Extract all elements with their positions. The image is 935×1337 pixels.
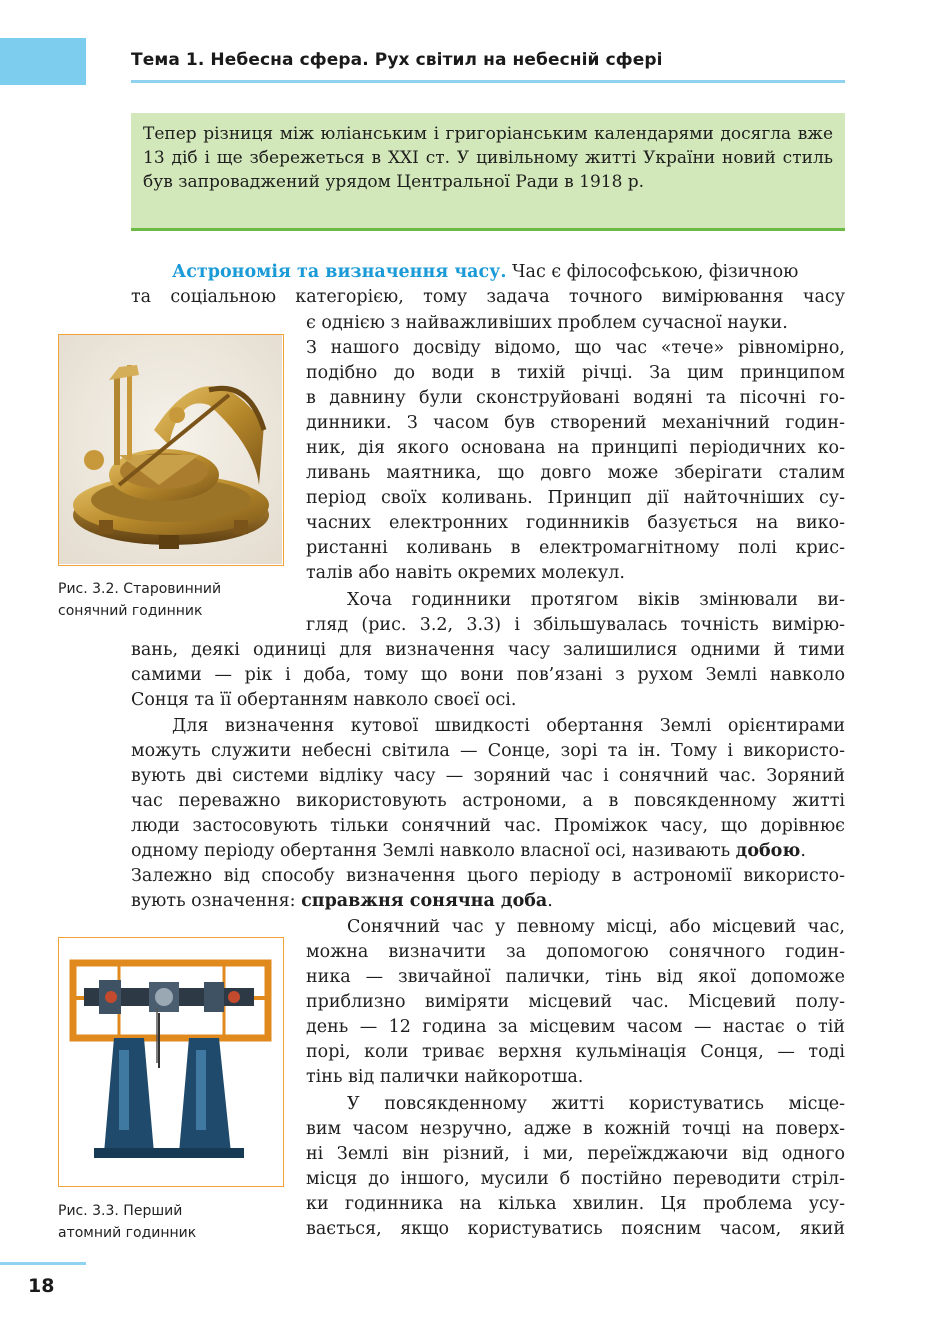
paragraph-line: ник, дія якого основана на принципі періодичних ко-: [306, 438, 845, 458]
paragraph-line: люди застосовують тільки сонячний час. Проміжок часу, що дорівнює: [131, 816, 845, 836]
line-end: .: [547, 891, 553, 911]
section-heading: Астрономія та визначення часу.: [172, 262, 507, 282]
page-header-title: Тема 1. Небесна сфера. Рух світил на небесній сфері: [131, 50, 663, 70]
header-rule: [131, 80, 845, 83]
paragraph-line: та соціальною категорією, тому задача точного вимірювання часу: [131, 287, 845, 307]
figure-caption: [58, 578, 221, 622]
page-number: 18: [28, 1275, 55, 1297]
paragraph-line: Хоча годинники протягом віків змінювали ви-: [347, 590, 845, 610]
paragraph-line: є однією з найважливіших проблем сучасної науки.: [306, 313, 788, 333]
paragraph-line: вається, якщо користуватись поясним часом, який: [306, 1219, 845, 1239]
paragraph-line: Сонця та її обертанням навколо своєї осі.: [131, 690, 517, 710]
figure-atomic-clock: [58, 937, 284, 1187]
line-text: Час є філософською, фізичною: [512, 262, 799, 282]
caption-line: Рис. 3.3. Перший: [58, 1203, 183, 1219]
paragraph-line: ника — звичайної палички, тінь від якої допоможе: [306, 967, 845, 987]
paragraph-line: подібно до води в тихій річці. За цим принципом: [306, 363, 845, 383]
paragraph-line: самими — рік і доба, тому що вони пов’язані з рухом Землі навколо: [131, 665, 845, 685]
paragraph-line: [172, 260, 845, 284]
paragraph-line: час переважно використовують астрономи, а в повсякденному житті: [131, 791, 845, 811]
paragraph-line: ристанні коливань в електромагнітному полі крис-: [306, 538, 845, 558]
paragraph-line: в давнину були сконструйовані водяні та пісочні го-: [306, 388, 845, 408]
paragraph-line: [131, 839, 845, 863]
paragraph-line: [131, 889, 845, 913]
paragraph-line: вань, деякі одиниці для визначення часу залишилися одними й тими: [131, 640, 845, 660]
figure-sundial: [58, 334, 284, 566]
paragraph-line: Сонячний час у певному місці, або місцевий час,: [347, 917, 845, 937]
paragraph-line: період своїх коливань. Принцип дії найточніших су-: [306, 488, 845, 508]
paragraph-line: ливань маятника, що довго може зберігати сталим: [306, 463, 845, 483]
term-doba: добою: [735, 841, 801, 861]
figure-caption: [58, 1200, 196, 1244]
term-true-solar-day: справжня сонячна доба: [301, 891, 548, 911]
paragraph-line: день — 12 година за місцевим часом — настає о тій: [306, 1017, 845, 1037]
paragraph-line: тінь від палички найкоротша.: [306, 1067, 584, 1087]
atomic-clock-illustration: [59, 938, 282, 1185]
sundial-illustration: [59, 335, 282, 564]
caption-line: Рис. 3.2. Старовинний: [58, 581, 222, 597]
paragraph-line: можуть служити небесні світила — Сонце, зорі та ін. Тому і використо-: [131, 741, 845, 761]
paragraph-line: вим часом незручно, адже в кожній точці на поверх-: [306, 1119, 845, 1139]
paragraph-line: динники. З часом був створений механічний годин-: [306, 413, 845, 433]
note-box: [131, 113, 845, 231]
paragraph-line: часних електронних годинників базується на вико-: [306, 513, 845, 533]
corner-color-block: [0, 38, 86, 85]
note-text: Тепер різниця між юліанським і григоріанським календарями досягла вже 13 діб і ще збережеться в XXI ст. У цивільному житті України новий стиль був запроваджений урядом Центральної Ради в 1918 р.: [143, 124, 833, 192]
footer-rule: [0, 1262, 86, 1265]
caption-line: сонячний годинник: [58, 603, 203, 619]
paragraph-line: Для визначення кутової швидкості обертання Землі орієнтирами: [172, 716, 845, 736]
paragraph-line: місця до іншого, мусили б постійно переводити стріл-: [306, 1169, 845, 1189]
paragraph-line: ки годинника на кілька хвилин. Ця проблема усу-: [306, 1194, 845, 1214]
paragraph-line: можна визначити за допомогою сонячного годин-: [306, 942, 845, 962]
line-text: одному періоду обертання Землі навколо власної осі, називають: [131, 841, 731, 861]
paragraph-line: талів або навіть окремих молекул.: [306, 563, 625, 583]
paragraph-line: Залежно від способу визначення цього періоду в астрономії використо-: [131, 866, 845, 886]
caption-line: атомний годинник: [58, 1225, 197, 1241]
paragraph-line: вують дві системи відліку часу — зоряний час і сонячний час. Зоряний: [131, 766, 845, 786]
paragraph-line: гляд (рис. 3.2, 3.3) і збільшувалась точність вимірю-: [306, 615, 845, 635]
paragraph-line: приблизно виміряти місцевий час. Місцевий полу-: [306, 992, 845, 1012]
line-text: вують означення:: [131, 891, 296, 911]
paragraph-line: ні Землі він різний, і ми, переїжджаючи від одного: [306, 1144, 845, 1164]
paragraph-line: У повсякденному житті користуватись місце-: [347, 1094, 845, 1114]
line-end: .: [800, 841, 806, 861]
paragraph-line: порі, коли триває верхня кульмінація Сонця, — тоді: [306, 1042, 845, 1062]
paragraph-line: З нашого досвіду відомо, що час «тече» рівномірно,: [306, 338, 845, 358]
